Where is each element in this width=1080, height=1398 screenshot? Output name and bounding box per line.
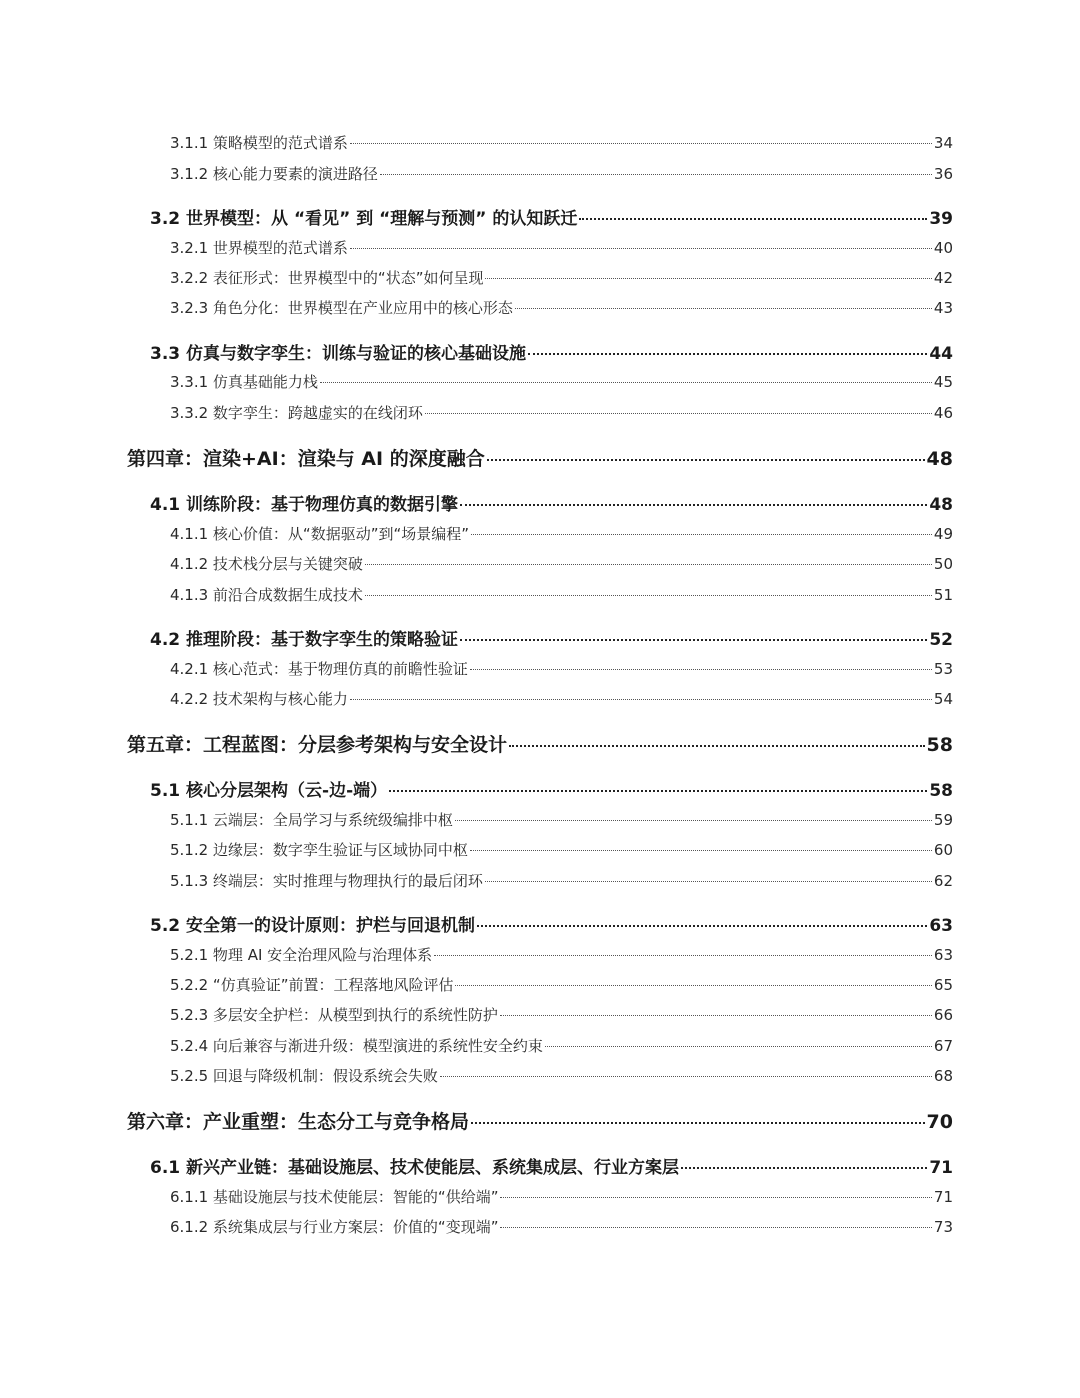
toc-entry-page: 67 xyxy=(933,1037,953,1055)
toc-entry-title: 4.1 训练阶段：基于物理仿真的数据引擎 xyxy=(150,495,459,515)
toc-entry-title: 5.2 安全第一的设计原则：护栏与回退机制 xyxy=(150,916,476,936)
toc-entry-title: 4.1.2 技术栈分层与关键突破 xyxy=(170,555,363,573)
toc-entry[interactable] xyxy=(150,204,953,229)
toc-entry-title: 4.1.1 核心价值：从“数据驱动”到“场景编程” xyxy=(170,525,470,543)
toc-entry[interactable] xyxy=(170,974,953,995)
toc-entry-page: 48 xyxy=(926,448,953,470)
toc-entry-title: 3.2.1 世界模型的范式谱系 xyxy=(170,239,348,257)
dot-leader xyxy=(365,595,932,596)
toc-entry-page: 42 xyxy=(933,269,953,287)
dot-leader xyxy=(350,248,932,249)
dot-leader xyxy=(460,639,927,641)
toc-entry-title: 5.1.3 终端层：实时推理与物理执行的最后闭环 xyxy=(170,872,483,890)
toc-entry-title: 4.1.3 前沿合成数据生成技术 xyxy=(170,586,363,604)
toc-entry-title: 5.1.2 边缘层：数字孪生验证与区域协同中枢 xyxy=(170,841,468,859)
dot-leader xyxy=(470,669,932,670)
dot-leader xyxy=(471,534,932,535)
toc-entry[interactable] xyxy=(170,1004,953,1025)
toc-entry-page: 59 xyxy=(933,811,953,829)
toc-entry-title: 5.2.5 回退与降级机制：假设系统会失败 xyxy=(170,1067,438,1085)
toc-entry-title: 第六章：产业重塑：生态分工与竞争格局 xyxy=(127,1111,470,1133)
dot-leader xyxy=(471,1122,925,1124)
toc-entry-title: 5.1.1 云端层：全局学习与系统级编排中枢 xyxy=(170,811,453,829)
toc-entry[interactable] xyxy=(127,1107,953,1134)
toc-entry-page: 50 xyxy=(933,555,953,573)
toc-entry-page: 60 xyxy=(933,841,953,859)
dot-leader xyxy=(509,745,925,747)
toc-entry[interactable] xyxy=(150,490,953,515)
toc-entry[interactable] xyxy=(127,730,953,757)
dot-leader xyxy=(460,504,927,506)
toc-entry[interactable] xyxy=(170,870,953,891)
toc-entry-title: 3.3.1 仿真基础能力栈 xyxy=(170,373,318,391)
toc-entry[interactable] xyxy=(150,1153,953,1178)
dot-leader xyxy=(485,881,932,882)
toc-entry-title: 4.2.1 核心范式：基于物理仿真的前瞻性验证 xyxy=(170,660,468,678)
toc-entry-title: 第五章：工程蓝图：分层参考架构与安全设计 xyxy=(127,734,508,756)
toc-entry-page: 62 xyxy=(933,872,953,890)
toc-entry[interactable] xyxy=(170,267,953,288)
dot-leader xyxy=(350,699,932,700)
toc-entry-page: 45 xyxy=(933,373,953,391)
dot-leader xyxy=(500,1227,931,1228)
toc-entry-title: 3.1.1 策略模型的范式谱系 xyxy=(170,134,348,152)
toc-entry-title: 3.2.3 角色分化：世界模型在产业应用中的核心形态 xyxy=(170,299,513,317)
toc-entry-title: 3.2 世界模型：从 “看见” 到 “理解与预测” 的认知跃迁 xyxy=(150,209,578,229)
toc-entry-page: 36 xyxy=(933,165,953,183)
toc-entry[interactable] xyxy=(170,658,953,679)
toc-entry[interactable] xyxy=(170,688,953,709)
toc-entry-title: 3.1.2 核心能力要素的演进路径 xyxy=(170,165,378,183)
dot-leader xyxy=(545,1046,932,1047)
dot-leader xyxy=(320,382,932,383)
dot-leader xyxy=(350,143,932,144)
dot-leader xyxy=(500,1197,931,1198)
toc-entry[interactable] xyxy=(150,625,953,650)
toc-entry[interactable] xyxy=(150,911,953,936)
toc-entry-title: 4.2.2 技术架构与核心能力 xyxy=(170,690,348,708)
dot-leader xyxy=(425,413,932,414)
dot-leader xyxy=(528,353,927,355)
toc-entry-page: 71 xyxy=(929,1158,953,1178)
toc-entry[interactable] xyxy=(170,1035,953,1056)
toc-entry[interactable] xyxy=(170,944,953,965)
toc-entry-page: 43 xyxy=(933,299,953,317)
toc-entry[interactable] xyxy=(170,163,953,184)
toc-entry[interactable] xyxy=(170,809,953,830)
toc-entry[interactable] xyxy=(170,132,953,153)
dot-leader xyxy=(434,955,932,956)
toc-entry-title: 6.1 新兴产业链：基础设施层、技术使能层、系统集成层、行业方案层 xyxy=(150,1158,680,1178)
toc-entry[interactable] xyxy=(170,297,953,318)
toc-entry-page: 71 xyxy=(933,1188,953,1206)
dot-leader xyxy=(389,790,927,792)
toc-entry-title: 4.2 推理阶段：基于数字孪生的策略验证 xyxy=(150,630,459,650)
toc-entry-title: 5.2.1 物理 AI 安全治理风险与治理体系 xyxy=(170,946,433,964)
toc-entry-page: 48 xyxy=(929,495,953,515)
toc-entry-page: 54 xyxy=(933,690,953,708)
toc-entry-page: 52 xyxy=(929,630,953,650)
dot-leader xyxy=(579,218,927,220)
toc-entry-page: 49 xyxy=(933,525,953,543)
toc-entry-page: 34 xyxy=(933,134,953,152)
toc-entry-title: 第四章：渲染+AI：渲染与 AI 的深度融合 xyxy=(127,448,485,470)
dot-leader xyxy=(485,278,931,279)
dot-leader xyxy=(500,1015,932,1016)
dot-leader xyxy=(477,925,927,927)
toc-entry[interactable] xyxy=(170,402,953,423)
toc-entry-title: 5.1 核心分层架构（云-边-端） xyxy=(150,781,388,801)
toc-entry-page: 66 xyxy=(933,1006,953,1024)
toc-entry[interactable] xyxy=(170,553,953,574)
dot-leader xyxy=(455,985,931,986)
toc-entry-page: 58 xyxy=(929,781,953,801)
dot-leader xyxy=(470,850,932,851)
toc-entry-page: 51 xyxy=(933,586,953,604)
toc-entry-page: 53 xyxy=(933,660,953,678)
toc-entry-page: 63 xyxy=(929,916,953,936)
dot-leader xyxy=(440,1076,932,1077)
toc-entry[interactable] xyxy=(170,584,953,605)
toc-entry-title: 3.3.2 数字孪生：跨越虚实的在线闭环 xyxy=(170,404,423,422)
toc-entry-page: 68 xyxy=(933,1067,953,1085)
dot-leader xyxy=(681,1167,927,1169)
toc-entry[interactable] xyxy=(170,839,953,860)
toc-entry-title: 3.2.2 表征形式：世界模型中的“状态”如何呈现 xyxy=(170,269,484,287)
toc-entry[interactable] xyxy=(150,339,953,364)
toc-entry-page: 63 xyxy=(933,946,953,964)
dot-leader xyxy=(515,308,932,309)
toc-entry-title: 6.1.1 基础设施层与技术使能层：智能的“供给端” xyxy=(170,1188,499,1206)
toc-entry[interactable] xyxy=(170,1065,953,1086)
toc-entry-title: 5.2.3 多层安全护栏：从模型到执行的系统性防护 xyxy=(170,1006,498,1024)
toc-entry[interactable] xyxy=(170,523,953,544)
dot-leader xyxy=(365,564,932,565)
toc-entry[interactable] xyxy=(170,371,953,392)
dot-leader xyxy=(455,820,932,821)
toc-entry-page: 73 xyxy=(933,1218,953,1236)
toc-entry-page: 44 xyxy=(929,344,953,364)
dot-leader xyxy=(487,459,925,461)
toc-entry-title: 6.1.2 系统集成层与行业方案层：价值的“变现端” xyxy=(170,1218,499,1236)
toc-entry[interactable] xyxy=(170,1216,953,1237)
toc-entry-page: 58 xyxy=(926,734,953,756)
toc-entry-title: 3.3 仿真与数字孪生：训练与验证的核心基础设施 xyxy=(150,344,527,364)
toc-entry[interactable] xyxy=(127,444,953,471)
toc-entry-title: 5.2.2 “仿真验证”前置：工程落地风险评估 xyxy=(170,976,454,994)
toc-entry-page: 40 xyxy=(933,239,953,257)
toc-entry[interactable] xyxy=(150,776,953,801)
toc-entry[interactable] xyxy=(170,237,953,258)
toc-entry-page: 70 xyxy=(926,1111,953,1133)
toc-entry[interactable] xyxy=(170,1186,953,1207)
toc-entry-page: 65 xyxy=(933,976,953,994)
toc-entry-page: 46 xyxy=(933,404,953,422)
dot-leader xyxy=(380,174,932,175)
toc-entry-page: 39 xyxy=(929,209,953,229)
toc-entry-title: 5.2.4 向后兼容与渐进升级：模型演进的系统性安全约束 xyxy=(170,1037,543,1055)
